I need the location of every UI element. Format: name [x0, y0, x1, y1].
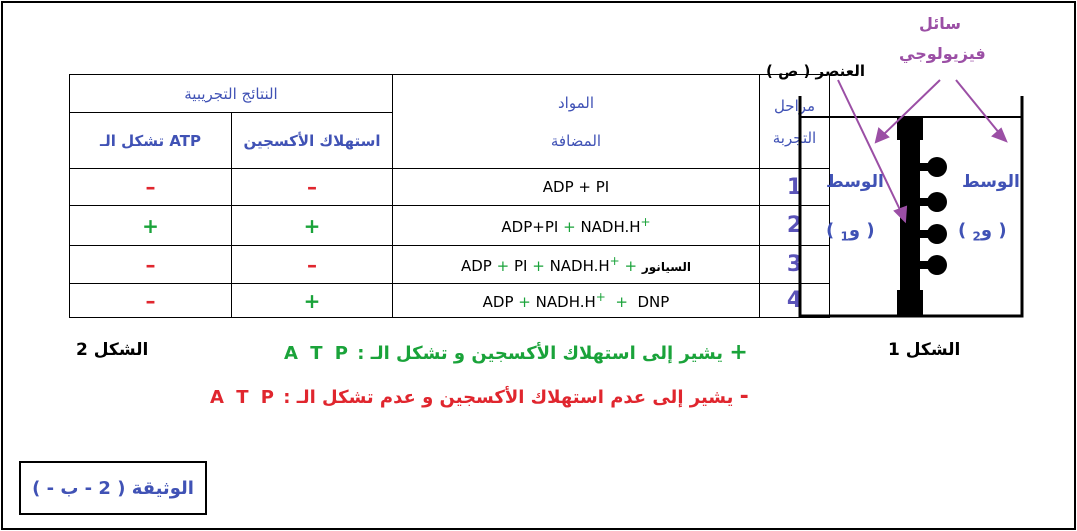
fluid-label-1: سائل — [919, 14, 962, 33]
results-table — [69, 74, 830, 318]
table-row — [70, 206, 830, 246]
element-label: العنصر ( ص ) — [766, 62, 866, 80]
row1-materials: ADP + PI — [393, 169, 760, 206]
row4-materials: ADP + NADH.H+ + DNP — [393, 284, 760, 318]
header-stage: مراحل التجربة — [760, 75, 830, 169]
legend-plus: A T P : يشير إلى استهلاك الأكسجين و تشكل الـ + — [284, 340, 748, 365]
left-medium-sub: ( و$_1$ ) — [826, 220, 875, 244]
row2-oxygen: + — [232, 206, 393, 246]
row3-oxygen: – — [232, 246, 393, 284]
row3-number: 3 — [760, 246, 830, 284]
col-atp: تشكل الـ ATP — [70, 113, 232, 169]
table-row — [70, 284, 830, 318]
row1-atp: – — [70, 169, 232, 206]
membrane-particles — [918, 157, 947, 275]
legend-minus: A T P : يشير إلى عدم استهلاك الأكسجين و عدم تشكل الـ - — [210, 384, 749, 409]
fluid-label-2: فيزيولوجي — [899, 44, 986, 63]
right-medium-sub: ( و$_2$ ) — [958, 220, 1007, 244]
header-results: النتائج التجريبية — [70, 75, 393, 113]
row3-atp: – — [70, 246, 232, 284]
row2-atp: + — [70, 206, 232, 246]
table-row — [70, 169, 830, 206]
figure2-label: الشكل 2 — [76, 340, 149, 360]
right-medium-label: الوسط — [962, 172, 1020, 192]
row3-materials: ADP + PI + NADH.H+ + السيانور — [393, 246, 760, 284]
row2-number: 2 — [760, 206, 830, 246]
table-row — [70, 246, 830, 284]
left-medium-label: الوسط — [826, 172, 884, 192]
row1-oxygen: – — [232, 169, 393, 206]
row4-atp: – — [70, 284, 232, 318]
row1-number: 1 — [760, 169, 830, 206]
figure1-label: الشكل 1 — [888, 340, 961, 360]
header-materials: المواد المضافة — [393, 75, 760, 169]
col-oxygen: استهلاك الأكسجين — [232, 113, 393, 169]
row4-oxygen: + — [232, 284, 393, 318]
document-label: الوثيقة ( 2 - ب - ) — [19, 461, 207, 515]
row2-materials: ADP+PI + NADH.H+ — [393, 206, 760, 246]
row4-number: 4 — [760, 284, 830, 318]
